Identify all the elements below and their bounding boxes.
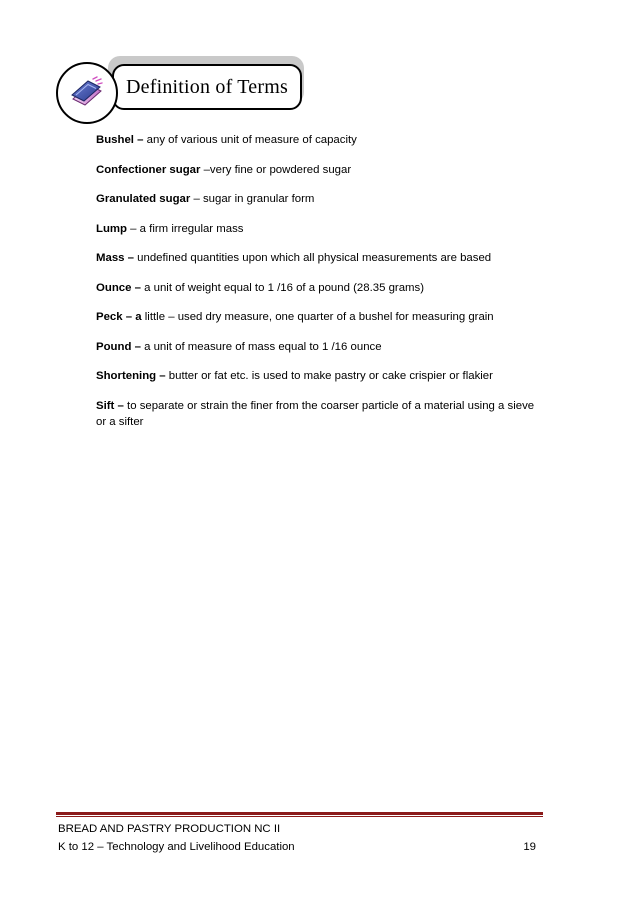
term-label: Lump	[96, 222, 128, 235]
term-label: Ounce –	[96, 281, 141, 294]
term-item	[96, 398, 536, 430]
term-label: Granulated sugar	[96, 193, 191, 205]
footer-rule-thin	[56, 816, 543, 817]
term-item	[96, 368, 536, 384]
term-item	[96, 309, 536, 325]
term-label: Mass –	[96, 252, 134, 264]
page-footer	[58, 820, 536, 856]
term-definition: – a firm irregular mass	[127, 222, 244, 235]
term-label: Pound –	[96, 340, 141, 353]
term-definition: a unit of weight equal to 1 /16 of a pound (28.35 grams)	[140, 281, 425, 294]
term-item	[96, 191, 536, 207]
term-item	[96, 132, 536, 148]
term-item	[96, 250, 536, 266]
term-definition: – sugar in granular form	[190, 193, 315, 205]
term-definition: little – used dry measure, one quarter of a bushel for measuring grain	[141, 311, 494, 323]
icon-badge	[56, 62, 118, 124]
term-item	[96, 280, 536, 296]
section-header	[56, 56, 316, 126]
footer-subject: K to 12 – Technology and Livelihood Education	[58, 841, 295, 853]
term-definition: a unit of measure of mass equal to 1 /16 ounce	[140, 340, 382, 353]
footer-rule	[56, 812, 543, 815]
section-title: Definition of Terms	[112, 64, 302, 110]
term-item	[96, 339, 536, 355]
page-number: 19	[523, 841, 536, 853]
term-item	[96, 162, 536, 178]
term-label: Shortening –	[96, 370, 166, 382]
footer-line	[58, 838, 536, 856]
footer-course-title: BREAD AND PASTRY PRODUCTION NC II	[58, 823, 281, 835]
terms-list	[96, 132, 536, 443]
term-label: Peck – a	[96, 311, 142, 323]
term-definition: butter or fat etc. is used to make pastry or cake crispier or flakier	[165, 370, 493, 382]
term-definition: to separate or strain the finer from the coarser particle of a material using a sieve or a sifter	[96, 399, 535, 428]
term-label: Sift –	[96, 399, 124, 412]
term-label: Bushel –	[96, 134, 144, 146]
term-item	[96, 221, 536, 237]
book-icon	[67, 73, 107, 113]
term-label: Confectioner sugar	[96, 163, 201, 176]
term-definition: –very fine or powdered sugar	[200, 163, 352, 176]
term-definition: any of various unit of measure of capacity	[143, 134, 357, 146]
term-definition: undefined quantities upon which all physical measurements are based	[134, 252, 492, 264]
